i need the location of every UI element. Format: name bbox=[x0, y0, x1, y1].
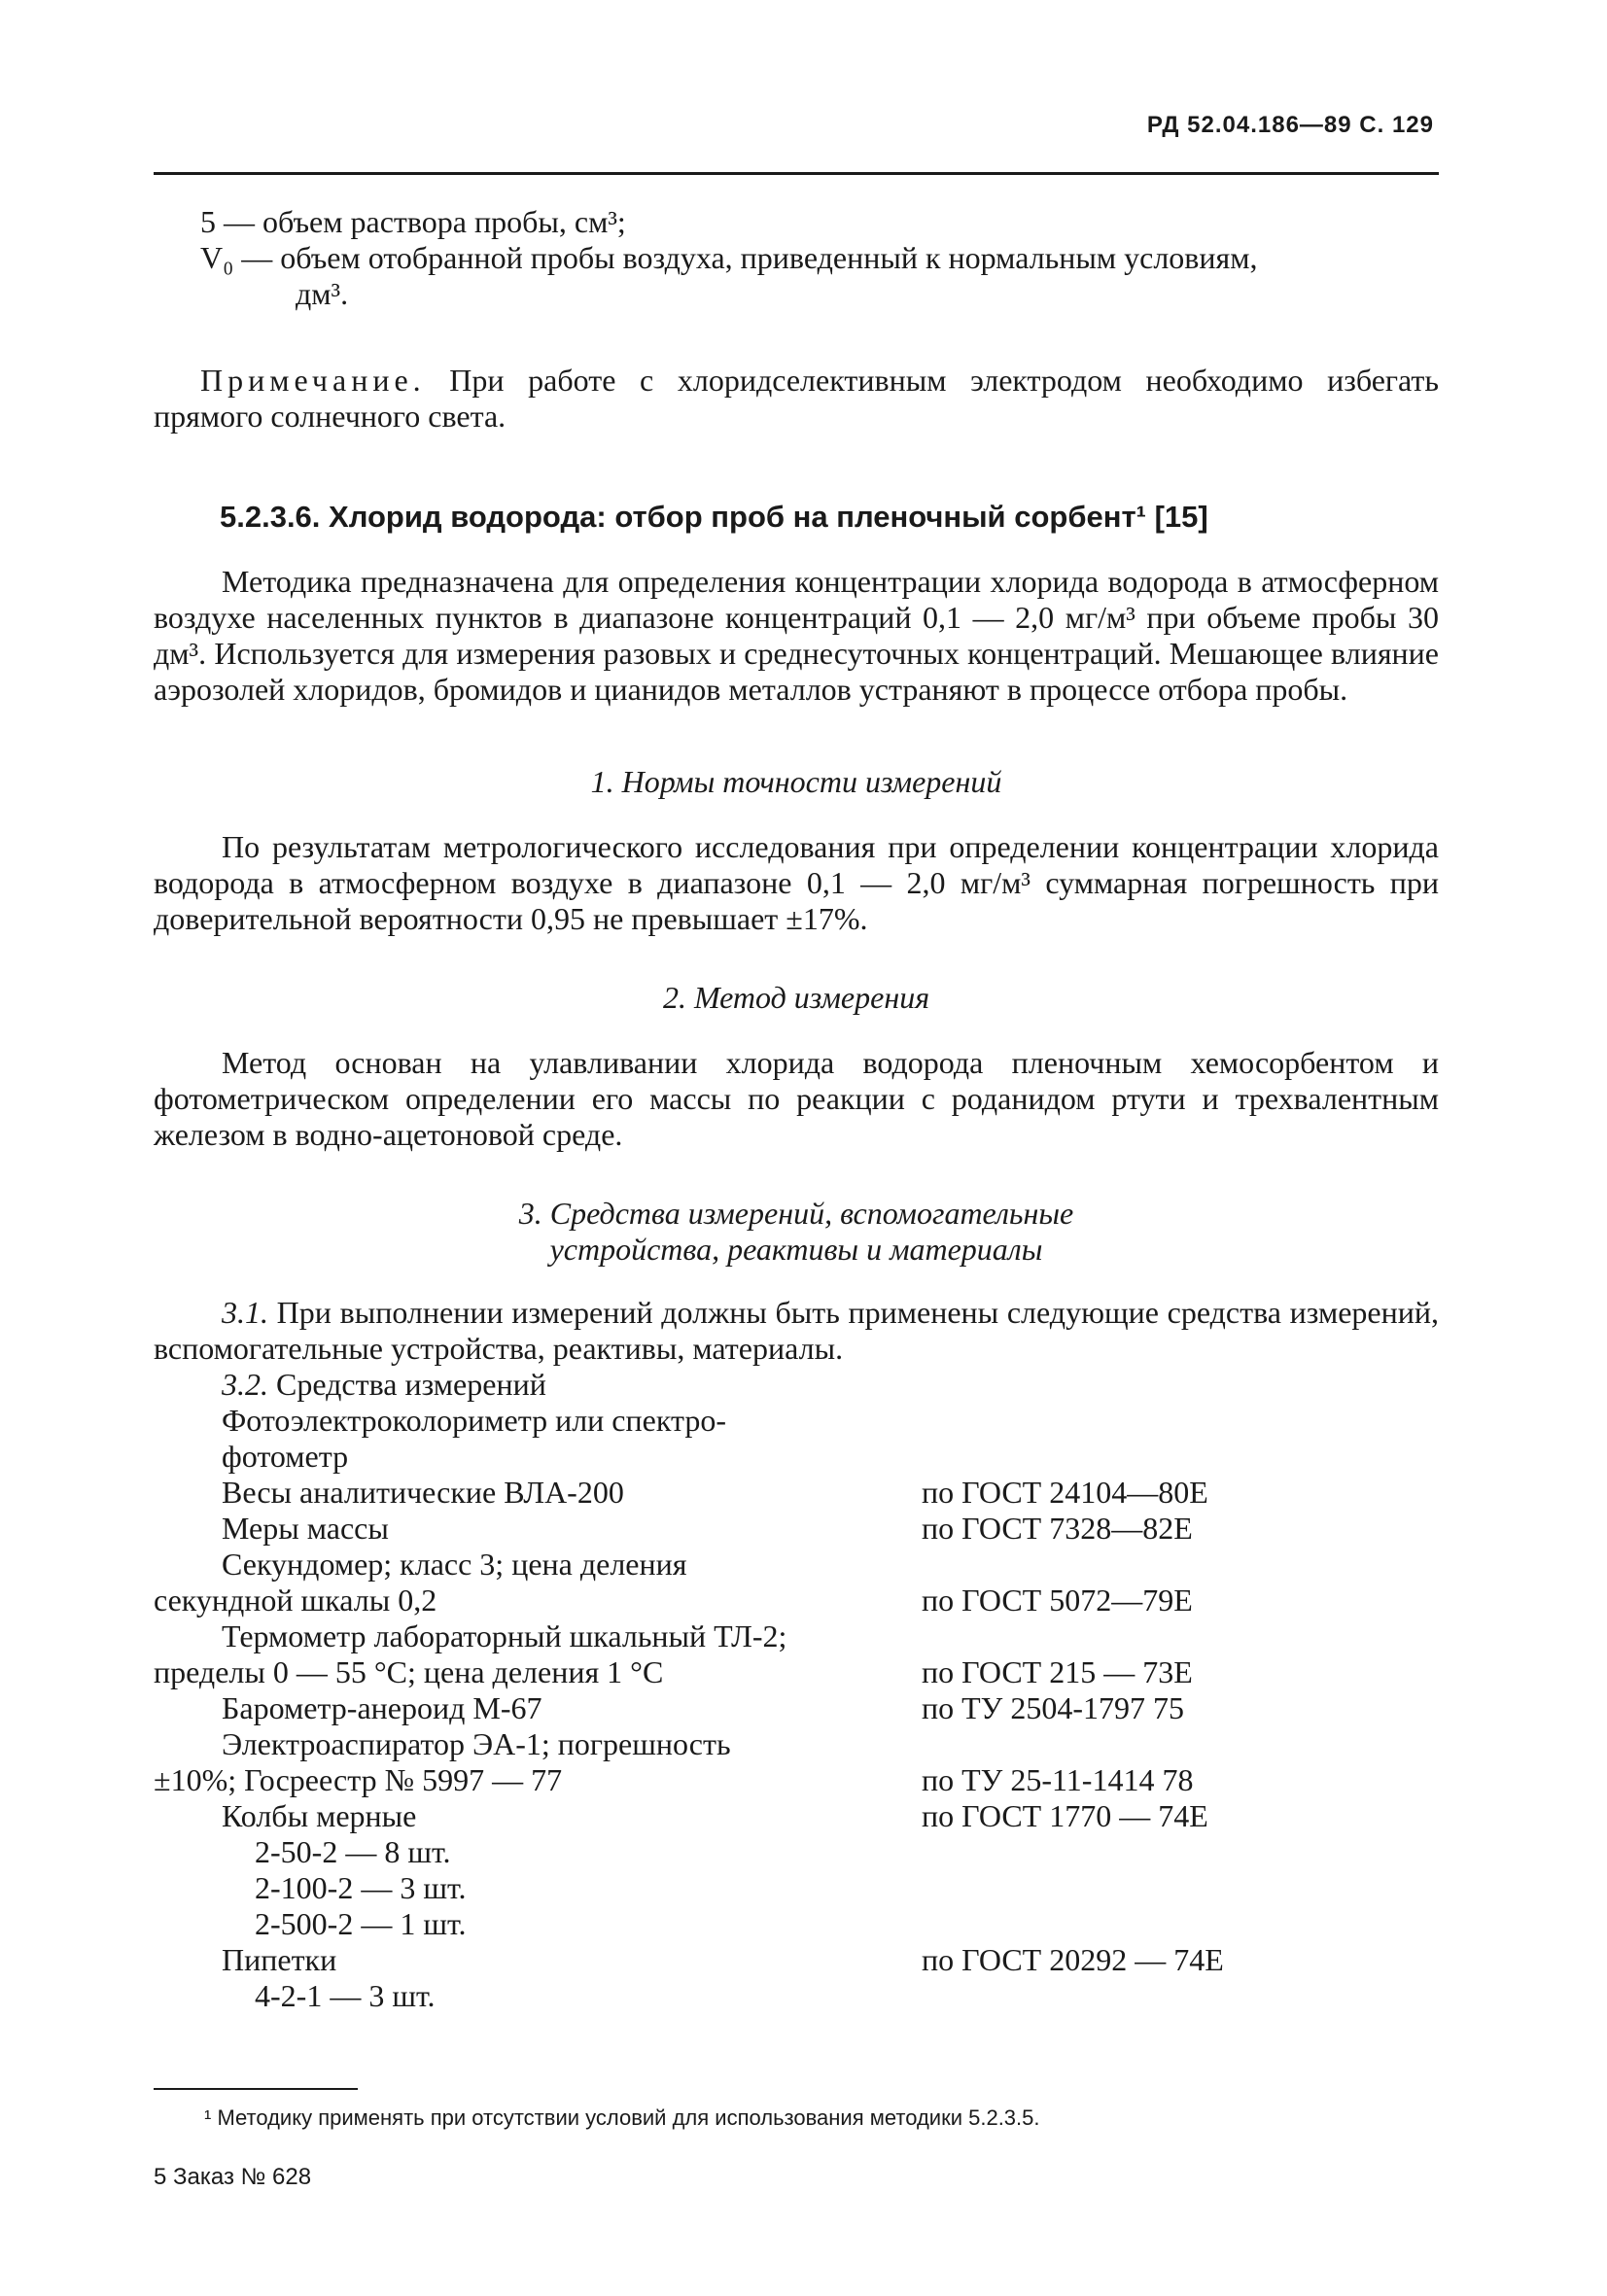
equipment-standard: по ГОСТ 20292 — 74Е bbox=[922, 1942, 1224, 1977]
legend-line: дм³. bbox=[296, 276, 349, 311]
equipment-row bbox=[154, 1690, 1439, 1726]
equipment-standard: по ГОСТ 24104—80Е bbox=[922, 1475, 1208, 1510]
equipment-name: фотометр bbox=[222, 1439, 349, 1474]
clause-number: 3.1. bbox=[222, 1295, 268, 1330]
equipment-row bbox=[154, 1906, 1439, 1942]
legend-line: 5 — объем раствора пробы, см³; bbox=[200, 204, 626, 239]
equipment-row bbox=[154, 1583, 1439, 1618]
note-text: При работе с хлоридселективным электродом необходимо избегать прямого солнечного света. bbox=[154, 363, 1439, 434]
subsection-title: 2. Метод измерения bbox=[662, 980, 930, 1015]
equipment-row bbox=[154, 1403, 1439, 1439]
clause-text: При выполнении измерений должны быть применены следующие средства измерений, вспомогательные устройства, реактивы, материалы. bbox=[154, 1295, 1439, 1366]
running-header: РД 52.04.186—89 С. 129 bbox=[1146, 112, 1434, 138]
equipment-name: Электроаспиратор ЭА-1; погрешность bbox=[222, 1726, 731, 1761]
equipment-row bbox=[154, 1798, 1439, 1834]
equipment-standard: по ГОСТ 7328—82Е bbox=[922, 1511, 1193, 1546]
note bbox=[154, 363, 1439, 435]
equipment-name: ±10%; Госреестр № 5997 — 77 bbox=[154, 1762, 563, 1797]
header-rule bbox=[154, 172, 1439, 175]
footnote: ¹ Методику применять при отсутствии условий для использования методики 5.2.3.5. bbox=[204, 2105, 1040, 2130]
equipment-list bbox=[154, 1403, 1439, 2014]
equipment-name: Весы аналитические ВЛА-200 bbox=[222, 1475, 624, 1510]
equipment-row bbox=[154, 1726, 1439, 1762]
order-number: 5 Заказ № 628 bbox=[154, 2164, 312, 2190]
equipment-name: Пипетки bbox=[222, 1942, 337, 1977]
footnote-rule bbox=[154, 2088, 358, 2090]
equipment-standard: по ТУ 2504-1797 75 bbox=[922, 1690, 1184, 1725]
section-intro: Методика предназначена для определения концентрации хлорида водорода в атмосферном воздухе населенных пунктов в диапазоне концентраций 0,1 — 2,0 мг/м³ при объеме пробы 30 дм³. Используется для измерения разовых и среднесуточных концентраций. Мешающее влияние аэрозолей хлоридов, бромидов и цианидов металлов устраняют в процессе отбора пробы. bbox=[154, 564, 1439, 707]
clause-number: 3.2. bbox=[222, 1367, 268, 1402]
equipment-name: Барометр-анероид М-67 bbox=[222, 1690, 542, 1725]
equipment-item: 2-50-2 — 8 шт. bbox=[255, 1834, 451, 1869]
subsection-text: Метод основан на улавливании хлорида водорода пленочным хемосорбентом и фотометрическом определении его массы по реакции с роданидом ртути и трехвалентным железом в водно-ацетоновой среде. bbox=[154, 1045, 1439, 1152]
clause-3-1 bbox=[154, 1295, 1439, 1367]
equipment-name: Колбы мерные bbox=[222, 1798, 417, 1833]
equipment-row bbox=[154, 1511, 1439, 1547]
equipment-row bbox=[154, 1978, 1439, 2014]
page-content bbox=[154, 204, 1439, 2014]
clause-text: Средства измерений bbox=[268, 1367, 546, 1402]
equipment-standard: по ГОСТ 1770 — 74Е bbox=[922, 1798, 1208, 1833]
equipment-standard: по ГОСТ 215 — 73Е bbox=[922, 1654, 1193, 1689]
section-title: 5.2.3.6. Хлорид водорода: отбор проб на пленочный сорбент¹ [15] bbox=[220, 500, 1208, 534]
subsection-title-line: устройства, реактивы и материалы bbox=[549, 1232, 1043, 1267]
equipment-name: Меры массы bbox=[222, 1511, 389, 1546]
equipment-name: Термометр лабораторный шкальный ТЛ-2; bbox=[222, 1618, 787, 1653]
equipment-standard: по ГОСТ 5072—79Е bbox=[922, 1583, 1193, 1618]
subsection-title-line: 3. Средства измерений, вспомогательные bbox=[518, 1196, 1074, 1231]
equipment-item: 2-500-2 — 1 шт. bbox=[255, 1906, 467, 1941]
equipment-row bbox=[154, 1475, 1439, 1511]
equipment-row bbox=[154, 1547, 1439, 1583]
subsection-title: 1. Нормы точности измерений bbox=[590, 764, 1002, 799]
legend-line: V₀ — объем отобранной пробы воздуха, приведенный к нормальным условиям, bbox=[200, 240, 1258, 275]
equipment-name: секундной шкалы 0,2 bbox=[154, 1583, 437, 1618]
subsection-title bbox=[154, 1196, 1439, 1268]
equipment-name: Секундомер; класс 3; цена деления bbox=[222, 1547, 687, 1582]
equipment-row bbox=[154, 1439, 1439, 1475]
equipment-row bbox=[154, 1618, 1439, 1654]
clause-3-2 bbox=[154, 1367, 1439, 1403]
equipment-item: 2-100-2 — 3 шт. bbox=[255, 1870, 467, 1905]
equipment-name: пределы 0 — 55 °С; цена деления 1 °С bbox=[154, 1654, 664, 1689]
equipment-row bbox=[154, 1762, 1439, 1798]
equipment-row bbox=[154, 1654, 1439, 1690]
equipment-row bbox=[154, 1870, 1439, 1906]
equipment-row bbox=[154, 1834, 1439, 1870]
equipment-standard: по ТУ 25-11-1414 78 bbox=[922, 1762, 1194, 1797]
note-label: Примечание. bbox=[200, 363, 426, 398]
equipment-row bbox=[154, 1942, 1439, 1978]
equipment-item: 4-2-1 — 3 шт. bbox=[255, 1978, 436, 2013]
subsection-text: По результатам метрологического исследования при определении концентрации хлорида водорода в атмосферном воздухе в диапазоне 0,1 — 2,0 мг/м³ суммарная погрешность при доверительной вероятности 0,95 не превышает ±17%. bbox=[154, 829, 1439, 936]
equipment-name: Фотоэлектроколориметр или спектро- bbox=[222, 1403, 726, 1438]
